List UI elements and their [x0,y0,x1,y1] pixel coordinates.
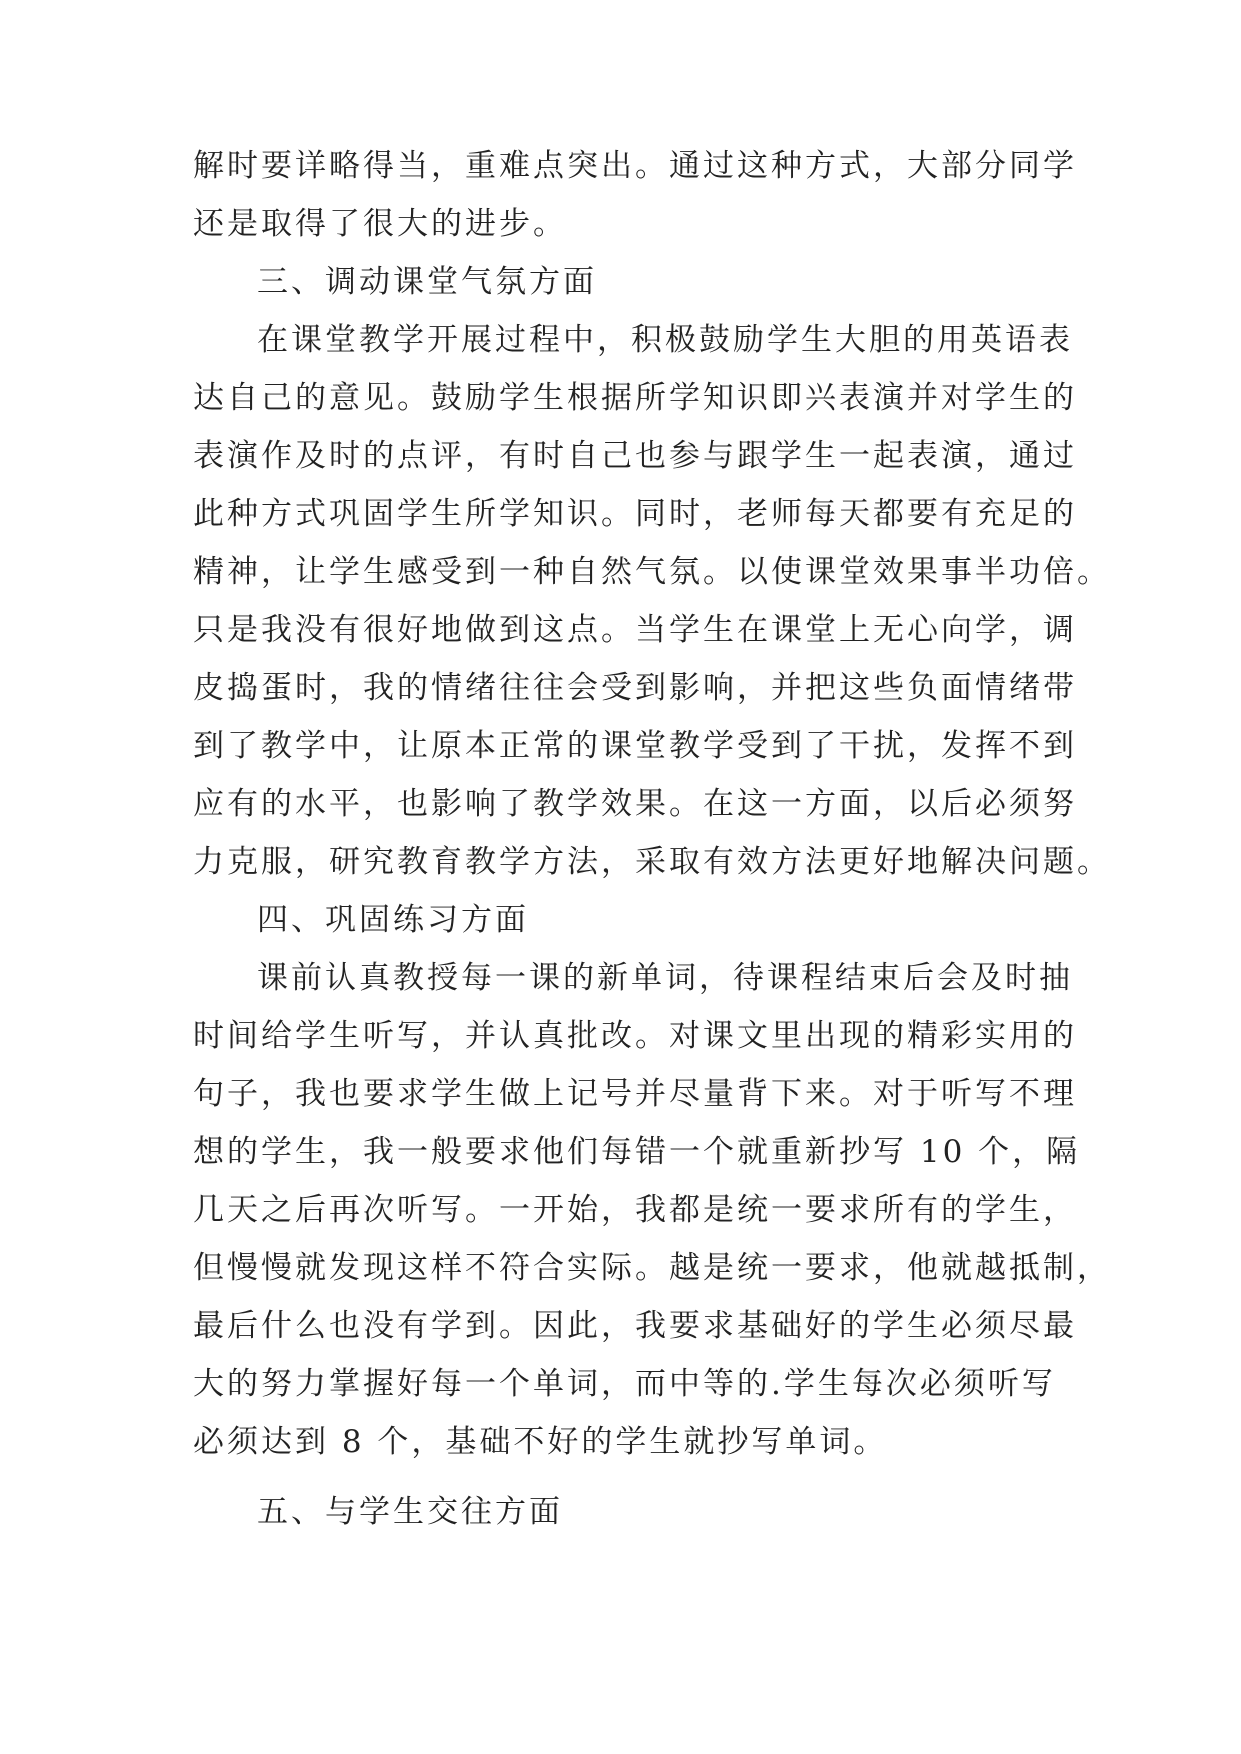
text-line: 最后什么也没有学到。因此，我要求基础好的学生必须尽最 [193,1308,1077,1344]
text-line: 达自己的意见。鼓励学生根据所学知识即兴表演并对学生的 [193,380,1077,416]
text-line: 解时要详略得当，重难点突出。通过这种方式，大部分同学 [193,148,1077,184]
text-line: 但慢慢就发现这样不符合实际。越是统一要求，他就越抵制， [193,1250,1111,1286]
text-line: 时间给学生听写，并认真批改。对课文里出现的精彩实用的 [193,1018,1077,1054]
section-heading: 四、巩固练习方面 [257,902,529,938]
text-line: 应有的水平，也影响了教学效果。在这一方面，以后必须努 [193,786,1077,822]
text-line: 句子，我也要求学生做上记号并尽量背下来。对于听写不理 [193,1076,1077,1112]
text-line: 此种方式巩固学生所学知识。同时，老师每天都要有充足的 [193,496,1077,532]
text-line: 想的学生，我一般要求他们每错一个就重新抄写 10 个，隔 [193,1134,1081,1170]
text-line: 在课堂教学开展过程中，积极鼓励学生大胆的用英语表 [257,322,1073,358]
text-line: 只是我没有很好地做到这点。当学生在课堂上无心向学，调 [193,612,1077,648]
text-line: 几天之后再次听写。一开始，我都是统一要求所有的学生， [193,1192,1077,1228]
text-line: 必须达到 8 个，基础不好的学生就抄写单词。 [193,1424,888,1460]
section-heading: 三、调动课堂气氛方面 [257,264,597,300]
text-line: 精神，让学生感受到一种自然气氛。以使课堂效果事半功倍。 [193,554,1111,590]
text-line: 到了教学中，让原本正常的课堂教学受到了干扰，发挥不到 [193,728,1077,764]
text-line: 课前认真教授每一课的新单词，待课程结束后会及时抽 [257,960,1073,996]
text-line: 力克服，研究教育教学方法，采取有效方法更好地解决问题。 [193,844,1111,880]
text-line: 还是取得了很大的进步。 [193,206,567,242]
text-line: 表演作及时的点评，有时自己也参与跟学生一起表演，通过 [193,438,1077,474]
text-line: 皮捣蛋时，我的情绪往往会受到影响，并把这些负面情绪带 [193,670,1077,706]
text-line: 大的努力掌握好每一个单词，而中等的.学生每次必须听写 [193,1366,1056,1402]
section-heading: 五、与学生交往方面 [257,1494,563,1530]
